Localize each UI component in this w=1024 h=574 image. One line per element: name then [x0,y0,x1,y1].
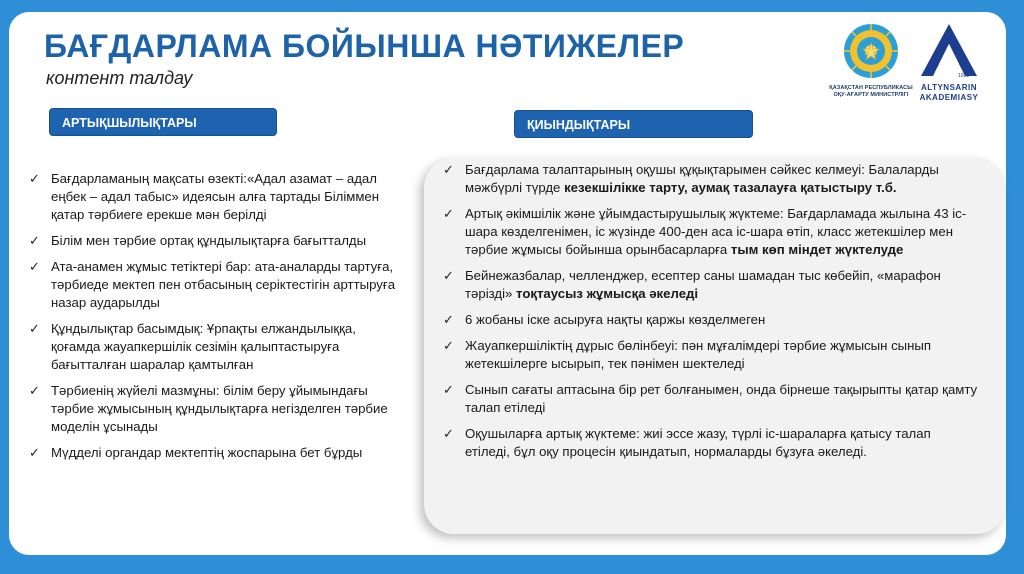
checkmark-icon: ✓ [29,445,40,460]
list-item: ✓ Бағдарлама талаптарының оқушы құқықтарымен сәйкес келмеуі: Балаларды мәжбүрлі түрде кезекшілікке тарту, аумақ тазалауға қатыстыру т.б. [443,162,939,195]
list-item: ✓ Ата-анамен жұмыс тетіктері бар: ата-аналарды тартуға, тәрбиеде мектеп пен отбасының серіктестігін арттыруға назар аударылды [29,259,396,310]
academy-year: 1921 [958,73,970,79]
checkmark-icon: ✓ [29,171,40,186]
academy-name-line-1: ALTYNSARIN [921,83,977,92]
list-item: ✓ Құндылықтар басымдық: Ұрпақты елжандылыққа, қоғамда жауапкершілік сезімін қалыптастыруға бағытталған шаралар қамтылған [29,321,356,372]
kazakhstan-emblem-icon [842,22,900,80]
list-item: ✓ Білім мен тәрбие ортақ құндылықтарға бағытталды [29,233,367,248]
advantages-list-container [29,170,399,470]
list-item: ✓ 6 жобаны іске асыруға нақты қаржы көзделмеген [443,312,766,327]
academy-logo [913,22,985,103]
difficulties-header: ҚИЫНДЫҚТАРЫ [514,110,753,138]
list-item: ✓ Тәрбиенің жүйелі мазмұны: білім беру ұйымындағы тәрбие жұмысының құндылықтарға негізделген тәрбие моделін ұсынады [29,383,388,434]
list-item: ✓ Мүдделі органдар мектептің жоспарына бет бұрды [29,445,363,460]
list-item: ✓ Оқушыларға артық жүктеме: жиі эссе жазу, түрлі іс-шараларға қатысу талап етіледі, бұл оқу процесін қиындатып, нормаларды бұзуға әкеледі. [443,426,931,459]
difficulties-list-container [443,161,978,469]
list-item: ✓ Жауапкершіліктің дұрыс бөлінбеуі: пән мұғалімдері тәрбие жұмысын сынып жетекшілерге ысырып, тек пәнімен шектеледі [443,338,932,371]
ministry-caption-line-2: ОҚУ-АҒАРТУ МИНИСТРЛІГІ [833,92,909,98]
checkmark-icon: ✓ [29,383,40,398]
page-subtitle: контент талдау [46,68,193,88]
checkmark-icon: ✓ [29,259,40,274]
list-item: ✓ Бағдарламаның мақсаты өзекті:«Адал азамат – адал еңбек – адал табыс» идеясын алға тартады Біліммен қатар тәрбиеге ерекше мән берілді [29,171,380,222]
advantages-header: АРТЫҚШЫЛЫҚТАРЫ [49,108,277,136]
ministry-caption-line-1: ҚАЗАҚСТАН РЕСПУБЛИКАСЫ [829,85,913,91]
page-title: БАҒДАРЛАМА БОЙЫНША НӘТИЖЕЛЕР [44,28,685,64]
checkmark-icon: ✓ [29,233,40,248]
difficulties-list [443,161,978,461]
altynsarin-a-logo-icon [919,22,979,78]
checkmark-icon: ✓ [443,268,454,283]
ministry-logo [829,22,913,99]
checkmark-icon: ✓ [443,162,454,177]
checkmark-icon: ✓ [443,206,454,221]
list-item: ✓ Артық әкімшілік және ұйымдастырушылық жүктеме: Бағдарламада жылына 43 іс-шара көзделгенімен, іс жүзінде 400-ден аса іс-шара өтіп, класс жетекшілер мен тәрбие жұмысы бойынша орынбасарларға тым көп міндет жүктелуде [443,206,967,257]
advantages-list [29,170,399,462]
checkmark-icon: ✓ [443,312,454,327]
checkmark-icon: ✓ [29,321,40,336]
checkmark-icon: ✓ [443,426,454,441]
academy-name-line-2: AKADEMIASY [919,93,979,102]
checkmark-icon: ✓ [443,338,454,353]
list-item: ✓ Бейнежазбалар, челленджер, есептер саны шамадан тыс көбейіп, «марафон тәрізді» тоқтаусыз жұмысқа әкеледі [443,268,941,301]
checkmark-icon: ✓ [443,382,454,397]
list-item: ✓ Сынып сағаты аптасына бір рет болғанымен, онда бірнеше тақырыпты қатар қамту талап етіледі [443,382,978,415]
